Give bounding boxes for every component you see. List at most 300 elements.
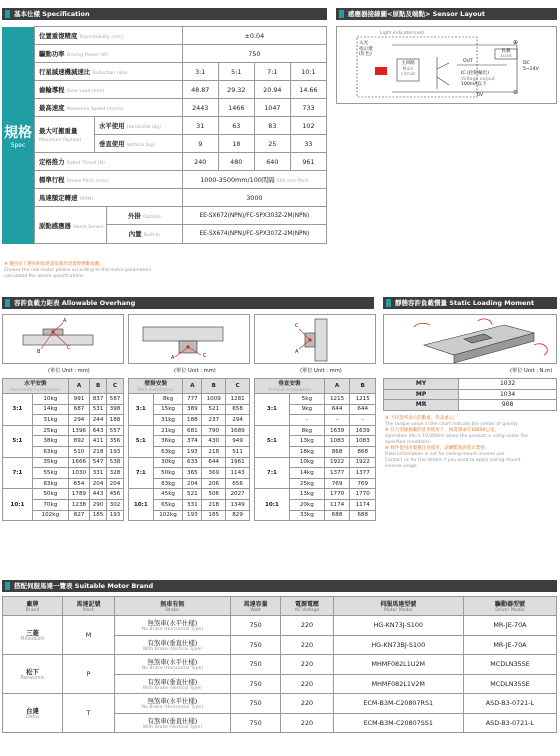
load-weight: 10kg bbox=[289, 457, 324, 468]
motor-column-header bbox=[115, 597, 231, 616]
overhang-value: 204 bbox=[107, 478, 124, 489]
header-cn: 廠牌 bbox=[26, 601, 39, 608]
overhang-value: 456 bbox=[107, 489, 124, 500]
overhang-value: 188 bbox=[107, 415, 124, 426]
lamp-label: 入光 指示燈 (紅色) bbox=[359, 41, 373, 57]
overhang-value: 331 bbox=[90, 468, 107, 479]
brake-type bbox=[115, 713, 231, 733]
moment-axis: MY bbox=[384, 379, 459, 390]
column-header: A bbox=[324, 379, 350, 394]
overhang-value: 1639 bbox=[350, 425, 376, 436]
overhang-value: 188 bbox=[183, 415, 202, 426]
load-weight: 25kg bbox=[289, 478, 324, 489]
load-weight: 8kg bbox=[289, 425, 324, 436]
ratio-label: 10:1 bbox=[255, 489, 290, 521]
overhang-value: 643 bbox=[90, 425, 107, 436]
motor-column-header bbox=[230, 597, 281, 616]
load-weight: 30kg bbox=[153, 457, 183, 468]
overhang-value: 411 bbox=[90, 436, 107, 447]
overhang-value: 521 bbox=[183, 489, 202, 500]
load-weight: 65kg bbox=[153, 499, 183, 510]
ratio-label: 10:1 bbox=[3, 489, 33, 521]
motor-mark: T bbox=[63, 694, 115, 733]
ratio-value: 10:1 bbox=[290, 63, 326, 81]
install-type-sub: Vertical installation bbox=[267, 388, 312, 393]
load-weight: - bbox=[289, 415, 324, 426]
overhang-value: 443 bbox=[90, 489, 107, 500]
install-type-title: 垂直安裝 bbox=[278, 381, 301, 387]
stroke-label: 標準行程 Stroke Pitch (mm) bbox=[35, 171, 183, 189]
header-cn: 馬達記號 bbox=[76, 601, 101, 608]
static-note-line: inverse usage. bbox=[385, 464, 418, 469]
brand-name-en: Panasonic bbox=[20, 676, 45, 681]
install-type-title: 水平安裝 bbox=[24, 381, 47, 387]
sensor-outside-label: 外掛 Outside bbox=[107, 207, 182, 225]
overhang-value: 769 bbox=[350, 478, 376, 489]
header-en: Driver Model bbox=[495, 608, 525, 613]
repeat-label: 位置重復精度 Repeatability (mm) bbox=[35, 27, 183, 45]
overhang-value: 687 bbox=[68, 404, 89, 415]
overhang-value: 688 bbox=[324, 510, 350, 521]
motor-watt: 750 bbox=[230, 655, 281, 675]
overhang-value: 991 bbox=[68, 394, 89, 405]
overhang-value: 1377 bbox=[324, 468, 350, 479]
overhang-value: 654 bbox=[68, 478, 89, 489]
spec-side-label: 規格 Spec bbox=[2, 27, 35, 244]
ratio-label: 5:1 bbox=[3, 425, 33, 457]
overhang-value: 868 bbox=[350, 446, 376, 457]
overhang-value: 644 bbox=[350, 404, 376, 415]
static-note-line: ※ 符合型錄規範的許用使用下，保證壽命在10000公里。 bbox=[385, 428, 500, 433]
overhang-value: 398 bbox=[107, 404, 124, 415]
overhang-value: 294 bbox=[68, 415, 89, 426]
header-en: Watt bbox=[250, 608, 261, 613]
brake-cn: 無煞車(水平仕樣) bbox=[147, 697, 198, 706]
load-weight: 31kg bbox=[153, 415, 183, 426]
load-weight: 83kg bbox=[32, 478, 68, 489]
load-weight: 102kg bbox=[32, 510, 68, 521]
overhang-value: 1666 bbox=[68, 457, 89, 468]
brake-en: With Brake (Vertical Type) bbox=[142, 646, 203, 652]
install-type-sub: Wall installation bbox=[137, 388, 174, 393]
brand-name-cn: 松下 bbox=[26, 668, 39, 676]
overhang-value: 949 bbox=[226, 436, 250, 447]
overhang-value: 193 bbox=[183, 510, 202, 521]
moment-value: 1032 bbox=[459, 379, 557, 390]
load-weight: 15kg bbox=[153, 404, 183, 415]
ratio-label: 7:1 bbox=[255, 457, 290, 489]
unit-label: (單位 Unit : mm) bbox=[300, 368, 342, 374]
static-note-line: Contact us for the details if you want to apply ceiling-mount bbox=[385, 458, 521, 463]
main-circuit-label: 主回路 Main circuit bbox=[400, 61, 416, 77]
column-header: A bbox=[183, 379, 202, 394]
overhang-value: 1083 bbox=[350, 436, 376, 447]
thrust-value: 640 bbox=[254, 153, 290, 171]
motor-column-header bbox=[63, 597, 115, 616]
motor-mark: M bbox=[63, 616, 115, 655]
sensor-builtin-label: 內置 Built-in bbox=[128, 230, 160, 238]
label-c: C bbox=[67, 345, 71, 351]
ratio-label: 3:1 bbox=[255, 394, 290, 426]
overhang-value: 193 bbox=[107, 446, 124, 457]
wall-install-drawing bbox=[129, 315, 251, 365]
overhang-value: 1143 bbox=[226, 468, 250, 479]
unit-label: (單位 Unit : mm) bbox=[48, 368, 90, 374]
spec-table bbox=[2, 26, 327, 244]
overhang-value: 829 bbox=[226, 510, 250, 521]
ratio-label: 5:1 bbox=[255, 425, 290, 457]
ratio-label: 3:1 bbox=[3, 394, 33, 426]
motor-watt: 750 bbox=[230, 616, 281, 636]
motor-voltage: 220 bbox=[281, 655, 333, 675]
overhang-value: 557 bbox=[107, 425, 124, 436]
overhang-value: 193 bbox=[183, 446, 202, 457]
overhang-value: 204 bbox=[183, 478, 202, 489]
brake-en: With Brake (Vertical Type) bbox=[142, 724, 203, 730]
header-en: Brand bbox=[25, 608, 40, 613]
static-section-title: 靜態容許負載慣量 Static Loading Moment bbox=[383, 297, 557, 309]
load-weight: 8kg bbox=[153, 394, 183, 405]
overhang-section-title: 容許負載力距表 Allowable Overhang bbox=[2, 297, 374, 309]
motor-model: ECM-B3M-C20807SS1 bbox=[333, 713, 463, 733]
brake-type bbox=[115, 655, 231, 675]
brake-en: No Brake (Horizontal Type) bbox=[141, 666, 204, 672]
overhang-value: 506 bbox=[202, 489, 226, 500]
overhang-value: 547 bbox=[90, 457, 107, 468]
overhang-value: 681 bbox=[183, 425, 202, 436]
lead-label: 齒輪導程 Gear Lead (mm) bbox=[35, 81, 183, 99]
thrust-value: 480 bbox=[218, 153, 254, 171]
column-header: B bbox=[350, 379, 376, 394]
static-note-line: ※ 條件使用吊裝應注意使用，請聯繫諮詢我司業務。 bbox=[385, 446, 490, 451]
load-weight: 31kg bbox=[32, 415, 68, 426]
brake-cn: 無煞車(水平仕樣) bbox=[147, 619, 198, 628]
load-weight: 20kg bbox=[289, 499, 324, 510]
motor-model: MHMF082L1U2M bbox=[333, 655, 463, 675]
load-weight: 13kg bbox=[289, 436, 324, 447]
label-c: C bbox=[203, 353, 207, 359]
brake-type bbox=[115, 635, 231, 655]
unit-label: (單位 Unit : mm) bbox=[174, 368, 216, 374]
static-note-line: ※ 力矩是所表示的數值，代表重心。 bbox=[385, 416, 458, 421]
header-cn: 伺服馬達型號 bbox=[380, 601, 417, 608]
brand-name bbox=[3, 655, 63, 694]
brake-en: With Brake (Vertical Type) bbox=[142, 685, 203, 691]
thrust-label: 定格推力 Rated Thrust (N) bbox=[35, 153, 183, 171]
overhang-value: 369 bbox=[202, 468, 226, 479]
overhang-value: 644 bbox=[202, 457, 226, 468]
sensor-diagram bbox=[336, 26, 557, 104]
ratio-label: 行星減速機減速比 Reduction ratio bbox=[35, 63, 183, 81]
static-note-line: Operation life is 10,000km when the product is using under the bbox=[385, 434, 529, 439]
motor-mark: P bbox=[63, 655, 115, 694]
overhang-value: - bbox=[324, 415, 350, 426]
overhang-value: 1174 bbox=[350, 499, 376, 510]
static-moment-table bbox=[383, 378, 557, 411]
horizontal-diagram bbox=[2, 314, 124, 364]
overhang-value: 1922 bbox=[350, 457, 376, 468]
payload-v-value: 33 bbox=[290, 135, 326, 153]
overhang-value: 1377 bbox=[350, 468, 376, 479]
header-cn: 馬達容量 bbox=[243, 601, 268, 608]
overhang-value: 374 bbox=[183, 436, 202, 447]
load-weight: 13kg bbox=[289, 489, 324, 500]
motor-speed-value: 3000 bbox=[182, 189, 326, 207]
overhang-value: 868 bbox=[324, 446, 350, 457]
driver-model: MR-JE-70A bbox=[463, 616, 556, 636]
moment-axis: MP bbox=[384, 389, 459, 400]
minus-icon: ⊖ bbox=[513, 89, 519, 96]
static-note-line: The torque value in the chart indicate the center of gravity. bbox=[385, 422, 519, 427]
overhang-value: 389 bbox=[183, 404, 202, 415]
moment-value: 908 bbox=[459, 400, 557, 411]
vertical-overhang-table bbox=[254, 378, 376, 521]
column-header: C bbox=[226, 379, 250, 394]
motor-model: MHMF082L1V2M bbox=[333, 674, 463, 694]
label-a: A bbox=[63, 318, 67, 324]
overhang-value: 633 bbox=[183, 457, 202, 468]
overhang-value: 356 bbox=[107, 436, 124, 447]
overhang-value: 206 bbox=[202, 478, 226, 489]
motor-column-header bbox=[333, 597, 463, 616]
motor-column-header bbox=[281, 597, 333, 616]
overhang-value: 1281 bbox=[226, 394, 250, 405]
power-value: 750 bbox=[182, 45, 326, 63]
home-sensor-cell bbox=[35, 207, 183, 244]
overhang-value: 1961 bbox=[226, 457, 250, 468]
header-en: AC-Voltage bbox=[294, 608, 320, 613]
ratio-label: 10:1 bbox=[129, 489, 154, 521]
lead-value: 14.66 bbox=[290, 81, 326, 99]
motor-watt: 750 bbox=[230, 635, 281, 655]
motor-voltage: 220 bbox=[281, 674, 333, 694]
overhang-value: 769 bbox=[324, 478, 350, 489]
overhang-value: 204 bbox=[90, 478, 107, 489]
column-header: C bbox=[107, 379, 124, 394]
load-weight: 14kg bbox=[289, 468, 324, 479]
lead-value: 48.87 bbox=[182, 81, 218, 99]
motor-voltage: 220 bbox=[281, 635, 333, 655]
motor-model: ECM-B3M-C20807RS1 bbox=[333, 694, 463, 714]
sensor-outside-value: EE-SX672(NPN)/FC-SPX303Z-2M(NPN) bbox=[183, 207, 326, 225]
header-en: Mark bbox=[82, 608, 95, 613]
overhang-value: 185 bbox=[90, 510, 107, 521]
payload-h-value: 83 bbox=[254, 117, 290, 135]
motor-voltage: 220 bbox=[281, 694, 333, 714]
overhang-value: 1349 bbox=[226, 499, 250, 510]
overhang-value: 837 bbox=[90, 394, 107, 405]
overhang-value: 510 bbox=[68, 446, 89, 457]
power-label: 驅動功率 Driving Power (W) bbox=[35, 45, 183, 63]
brake-type bbox=[115, 616, 231, 636]
overhang-value: 511 bbox=[226, 446, 250, 457]
overhang-value: 218 bbox=[202, 446, 226, 457]
overhang-value: 1789 bbox=[68, 489, 89, 500]
overhang-value: 538 bbox=[107, 457, 124, 468]
motor-watt: 750 bbox=[230, 713, 281, 733]
payload-h-value: 63 bbox=[218, 117, 254, 135]
brake-cn: 無煞車(水平仕樣) bbox=[147, 658, 198, 667]
static-notes bbox=[385, 416, 528, 470]
brand-name-en: Delta bbox=[26, 715, 39, 720]
load-weight: 50kg bbox=[32, 489, 68, 500]
overhang-value: 302 bbox=[107, 499, 124, 510]
load-weight: 55kg bbox=[32, 468, 68, 479]
speed-value: 1047 bbox=[254, 99, 290, 117]
brand-name-cn: 台達 bbox=[26, 707, 39, 715]
column-header: B bbox=[202, 379, 226, 394]
plus-icon: ⊕ bbox=[513, 39, 519, 46]
brand-name bbox=[3, 694, 63, 733]
spec-section-title: 基本仕樣 Specification bbox=[2, 8, 327, 20]
brake-cn: 有煞車(垂直仕樣) bbox=[147, 716, 198, 725]
motor-speed-label: 馬達額定轉速 (RPM) bbox=[35, 189, 183, 207]
overhang-value: 1689 bbox=[226, 425, 250, 436]
install-type-sub: Horizontal installation bbox=[10, 388, 61, 393]
payload-v-value: 18 bbox=[218, 135, 254, 153]
overhang-value: 644 bbox=[324, 404, 350, 415]
overhang-value: 328 bbox=[107, 468, 124, 479]
overhang-value: 1922 bbox=[324, 457, 350, 468]
sensor-section-title: 感應器接線圖<原點及端點> Sensor Layout bbox=[336, 8, 557, 20]
overhang-value: - bbox=[350, 415, 376, 426]
payload-v-value: 9 bbox=[182, 135, 218, 153]
load-weight: 102kg bbox=[153, 510, 183, 521]
payload-vertical-label: 垂直使用 Vertical (kg) bbox=[95, 135, 183, 153]
motor-watt: 750 bbox=[230, 674, 281, 694]
header-cn: 驅動器型號 bbox=[494, 601, 525, 608]
header-cn: 電源電壓 bbox=[295, 601, 320, 608]
ic-label: IC (控制輸出) Voltage output 100mA以下 bbox=[461, 71, 495, 87]
horizontal-overhang-table bbox=[2, 378, 124, 521]
overhang-value: 1770 bbox=[324, 489, 350, 500]
driver-model: MCDLN35SE bbox=[463, 674, 556, 694]
brake-type bbox=[115, 694, 231, 714]
header-en: Motor Model bbox=[384, 608, 413, 613]
overhang-value: 1215 bbox=[324, 394, 350, 405]
load-weight: 63kg bbox=[32, 446, 68, 457]
install-type-title: 壁掛安裝 bbox=[144, 381, 167, 387]
header-en: Brake bbox=[165, 608, 180, 613]
label-b: B bbox=[37, 349, 41, 355]
overhang-value: 656 bbox=[226, 478, 250, 489]
load-weight: 70kg bbox=[32, 499, 68, 510]
overhang-value: 1639 bbox=[324, 425, 350, 436]
moment-drawing bbox=[384, 315, 558, 365]
ratio-label: 7:1 bbox=[3, 457, 33, 489]
motor-model: HG-KN73BJ-S100 bbox=[333, 635, 463, 655]
install-type-header bbox=[129, 379, 183, 394]
overhang-value: 237 bbox=[202, 415, 226, 426]
home-sensor-label: 原點感應器 Home Sensor bbox=[39, 221, 104, 230]
overhang-value: 1770 bbox=[350, 489, 376, 500]
speed-value: 2443 bbox=[182, 99, 218, 117]
motor-model: HG-KN73J-S100 bbox=[333, 616, 463, 636]
overhang-value: 218 bbox=[202, 499, 226, 510]
load-weight: 36kg bbox=[153, 436, 183, 447]
repeat-value: ±0.04 bbox=[182, 27, 326, 45]
load-weight: 45kg bbox=[153, 489, 183, 500]
static-diagram bbox=[383, 314, 557, 364]
light-indicator-label: Light indicator(red) bbox=[380, 31, 425, 36]
label-a: A bbox=[295, 349, 299, 355]
zero-volt-label: 0V bbox=[477, 93, 484, 98]
overhang-value: 193 bbox=[107, 510, 124, 521]
moment-value: 1034 bbox=[459, 389, 557, 400]
overhang-value: 1238 bbox=[68, 499, 89, 510]
brake-en: No Brake (Horizontal Type) bbox=[141, 627, 204, 633]
static-unit-label: (單位 Unit : N.m) bbox=[510, 368, 553, 374]
ratio-label: 7:1 bbox=[129, 457, 154, 489]
ratio-value: 7:1 bbox=[254, 63, 290, 81]
overhang-value: 2027 bbox=[226, 489, 250, 500]
dc-label: DC 5~24V bbox=[523, 61, 539, 72]
brake-cn: 有煞車(垂直仕樣) bbox=[147, 677, 198, 686]
wall-overhang-table bbox=[128, 378, 250, 521]
driver-model: ASD-B3-0721-L bbox=[463, 713, 556, 733]
overhang-value: 827 bbox=[68, 510, 89, 521]
motor-column-header bbox=[3, 597, 63, 616]
overhang-value: 290 bbox=[90, 499, 107, 510]
overhang-value: 777 bbox=[183, 394, 202, 405]
overhang-value: 218 bbox=[90, 446, 107, 457]
overhang-value: 365 bbox=[183, 468, 202, 479]
overhang-value: 521 bbox=[202, 404, 226, 415]
install-type-header bbox=[3, 379, 69, 394]
overhang-value: 294 bbox=[226, 415, 250, 426]
brake-en: No Brake (Horizontal Type) bbox=[141, 705, 204, 711]
home-sensor-values bbox=[182, 207, 326, 244]
ratio-value: 3:1 bbox=[182, 63, 218, 81]
load-weight: 50kg bbox=[153, 468, 183, 479]
brake-type bbox=[115, 674, 231, 694]
overhang-value: 1174 bbox=[324, 499, 350, 510]
motor-table bbox=[2, 596, 557, 733]
payload-h-value: 31 bbox=[182, 117, 218, 135]
motor-voltage: 220 bbox=[281, 713, 333, 733]
overhang-value: 531 bbox=[90, 404, 107, 415]
ratio-label: 5:1 bbox=[129, 425, 154, 457]
motor-watt: 750 bbox=[230, 694, 281, 714]
overhang-value: 1396 bbox=[68, 425, 89, 436]
driver-model: MR-JE-70A bbox=[463, 635, 556, 655]
spec-note: ※ 選用床上選用相馬達請依循馬達實際參數規劃。 Choose the real motor please according to the motor parameters calculated the above specifications. bbox=[4, 262, 152, 279]
load-weight: 14kg bbox=[32, 404, 68, 415]
payload-label: 最大可搬重量 Maximum Payload bbox=[35, 117, 95, 153]
thrust-value: 961 bbox=[290, 153, 326, 171]
overhang-value: 244 bbox=[90, 415, 107, 426]
load-weight: 33kg bbox=[289, 510, 324, 521]
label-a: A bbox=[171, 355, 175, 361]
load-weight: 18kg bbox=[289, 446, 324, 457]
overhang-value: 1215 bbox=[350, 394, 376, 405]
overhang-value: 790 bbox=[202, 425, 226, 436]
header-cn: 無車有無 bbox=[160, 601, 185, 608]
overhang-value: 185 bbox=[202, 510, 226, 521]
motor-voltage: 220 bbox=[281, 616, 333, 636]
static-note-line: specified conditions. bbox=[385, 440, 432, 445]
column-header: B bbox=[90, 379, 107, 394]
moment-axis: MR bbox=[384, 400, 459, 411]
wall-diagram bbox=[128, 314, 250, 364]
overhang-value: 688 bbox=[350, 510, 376, 521]
load-weight: 35kg bbox=[32, 457, 68, 468]
brand-name-cn: 三菱 bbox=[26, 629, 39, 637]
motor-section-title: 搭配伺服馬達一覽表 Suitable Motor Brand bbox=[2, 580, 557, 592]
driver-model: ASD-B3-0721-L bbox=[463, 694, 556, 714]
brake-cn: 有煞車(垂直仕樣) bbox=[147, 638, 198, 647]
overhang-value: 1009 bbox=[202, 394, 226, 405]
